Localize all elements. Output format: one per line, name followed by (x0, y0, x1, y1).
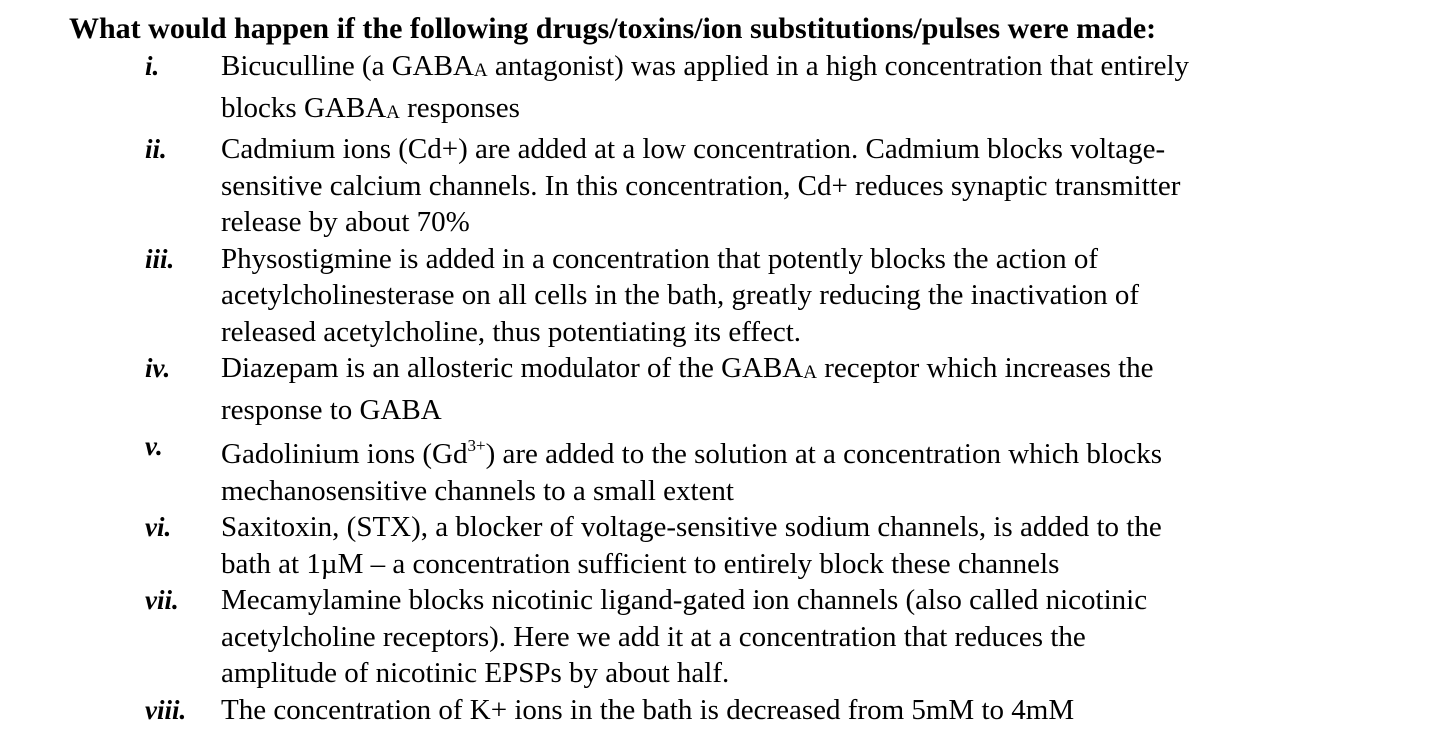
subscript: A (473, 60, 488, 81)
text-line: bath at 1µM – a concentration sufficient to entirely block these channels (221, 547, 1060, 580)
item-text (221, 582, 1321, 692)
item-numeral: vii. (145, 585, 179, 615)
text-line: release by about 70% (221, 206, 470, 238)
item-text (221, 509, 1321, 582)
question-heading: What would happen if the following drugs/toxins/ion substitutions/pulses were made: (69, 12, 1157, 45)
text-line: sensitive calcium channels. In this concentration, Cd+ reduces synaptic transmitter (221, 169, 1181, 202)
list-item (0, 692, 1440, 729)
text-line: blocks GABAA responses (221, 91, 520, 124)
text-line: Gadolinium ions $(Gd^{3+})$ are added to the solution at a concentration which blocks (221, 436, 1163, 470)
item-numeral: ii. (145, 134, 167, 164)
item-text (221, 48, 1321, 131)
subscript: A (386, 101, 400, 123)
item-numeral: iv. (145, 353, 171, 383)
text-line: Physostigmine is added in a concentration that potently blocks the action of (221, 242, 1099, 275)
item-text (221, 131, 1321, 241)
item-text (221, 428, 1321, 509)
list-item (0, 350, 1440, 428)
item-text (221, 350, 1321, 428)
question-list (0, 48, 1440, 728)
text-line: Diazepam is an allosteric modulator of the GABAA receptor which increases the (221, 352, 1154, 384)
text-line: response to GABA (221, 393, 442, 426)
text-line: The concentration of K+ ions in the bath is decreased from 5mM to 4mM (221, 693, 1075, 726)
list-item (0, 241, 1440, 351)
item-text (221, 692, 1321, 729)
list-item (0, 131, 1440, 241)
item-text (221, 241, 1321, 351)
text-line: Saxitoxin, (STX), a blocker of voltage-sensitive sodium channels, is added to the (221, 511, 1162, 543)
item-numeral: vi. (145, 512, 172, 542)
subscript: A (803, 362, 817, 383)
list-item (0, 48, 1440, 131)
text-line: released acetylcholine, thus potentiating its effect. (221, 315, 802, 348)
item-numeral: viii. (145, 694, 187, 725)
text-line: mechanosensitive channels to a small extent (221, 474, 734, 507)
superscript: 3+ (467, 436, 486, 455)
item-numeral: i. (145, 51, 160, 81)
text-line: amplitude of nicotinic EPSPs by about half. (221, 657, 730, 689)
text-line: Mecamylamine blocks nicotinic ligand-gated ion channels (also called nicotinic (221, 584, 1148, 616)
text-line: Bicuculline (a GABAA antagonist) was applied in a high concentration that entirely (221, 50, 1190, 82)
text-line: acetylcholinesterase on all cells in the bath, greatly reducing the inactivation of (221, 279, 1139, 311)
list-item (0, 509, 1440, 582)
item-numeral: iii. (145, 243, 175, 274)
text-line: acetylcholine receptors). Here we add it at a concentration that reduces the (221, 620, 1086, 653)
list-item (0, 582, 1440, 692)
item-numeral: v. (145, 431, 163, 461)
text-line: Cadmium ions (Cd+) are added at a low concentration. Cadmium blocks voltage- (221, 133, 1166, 165)
list-item (0, 428, 1440, 509)
